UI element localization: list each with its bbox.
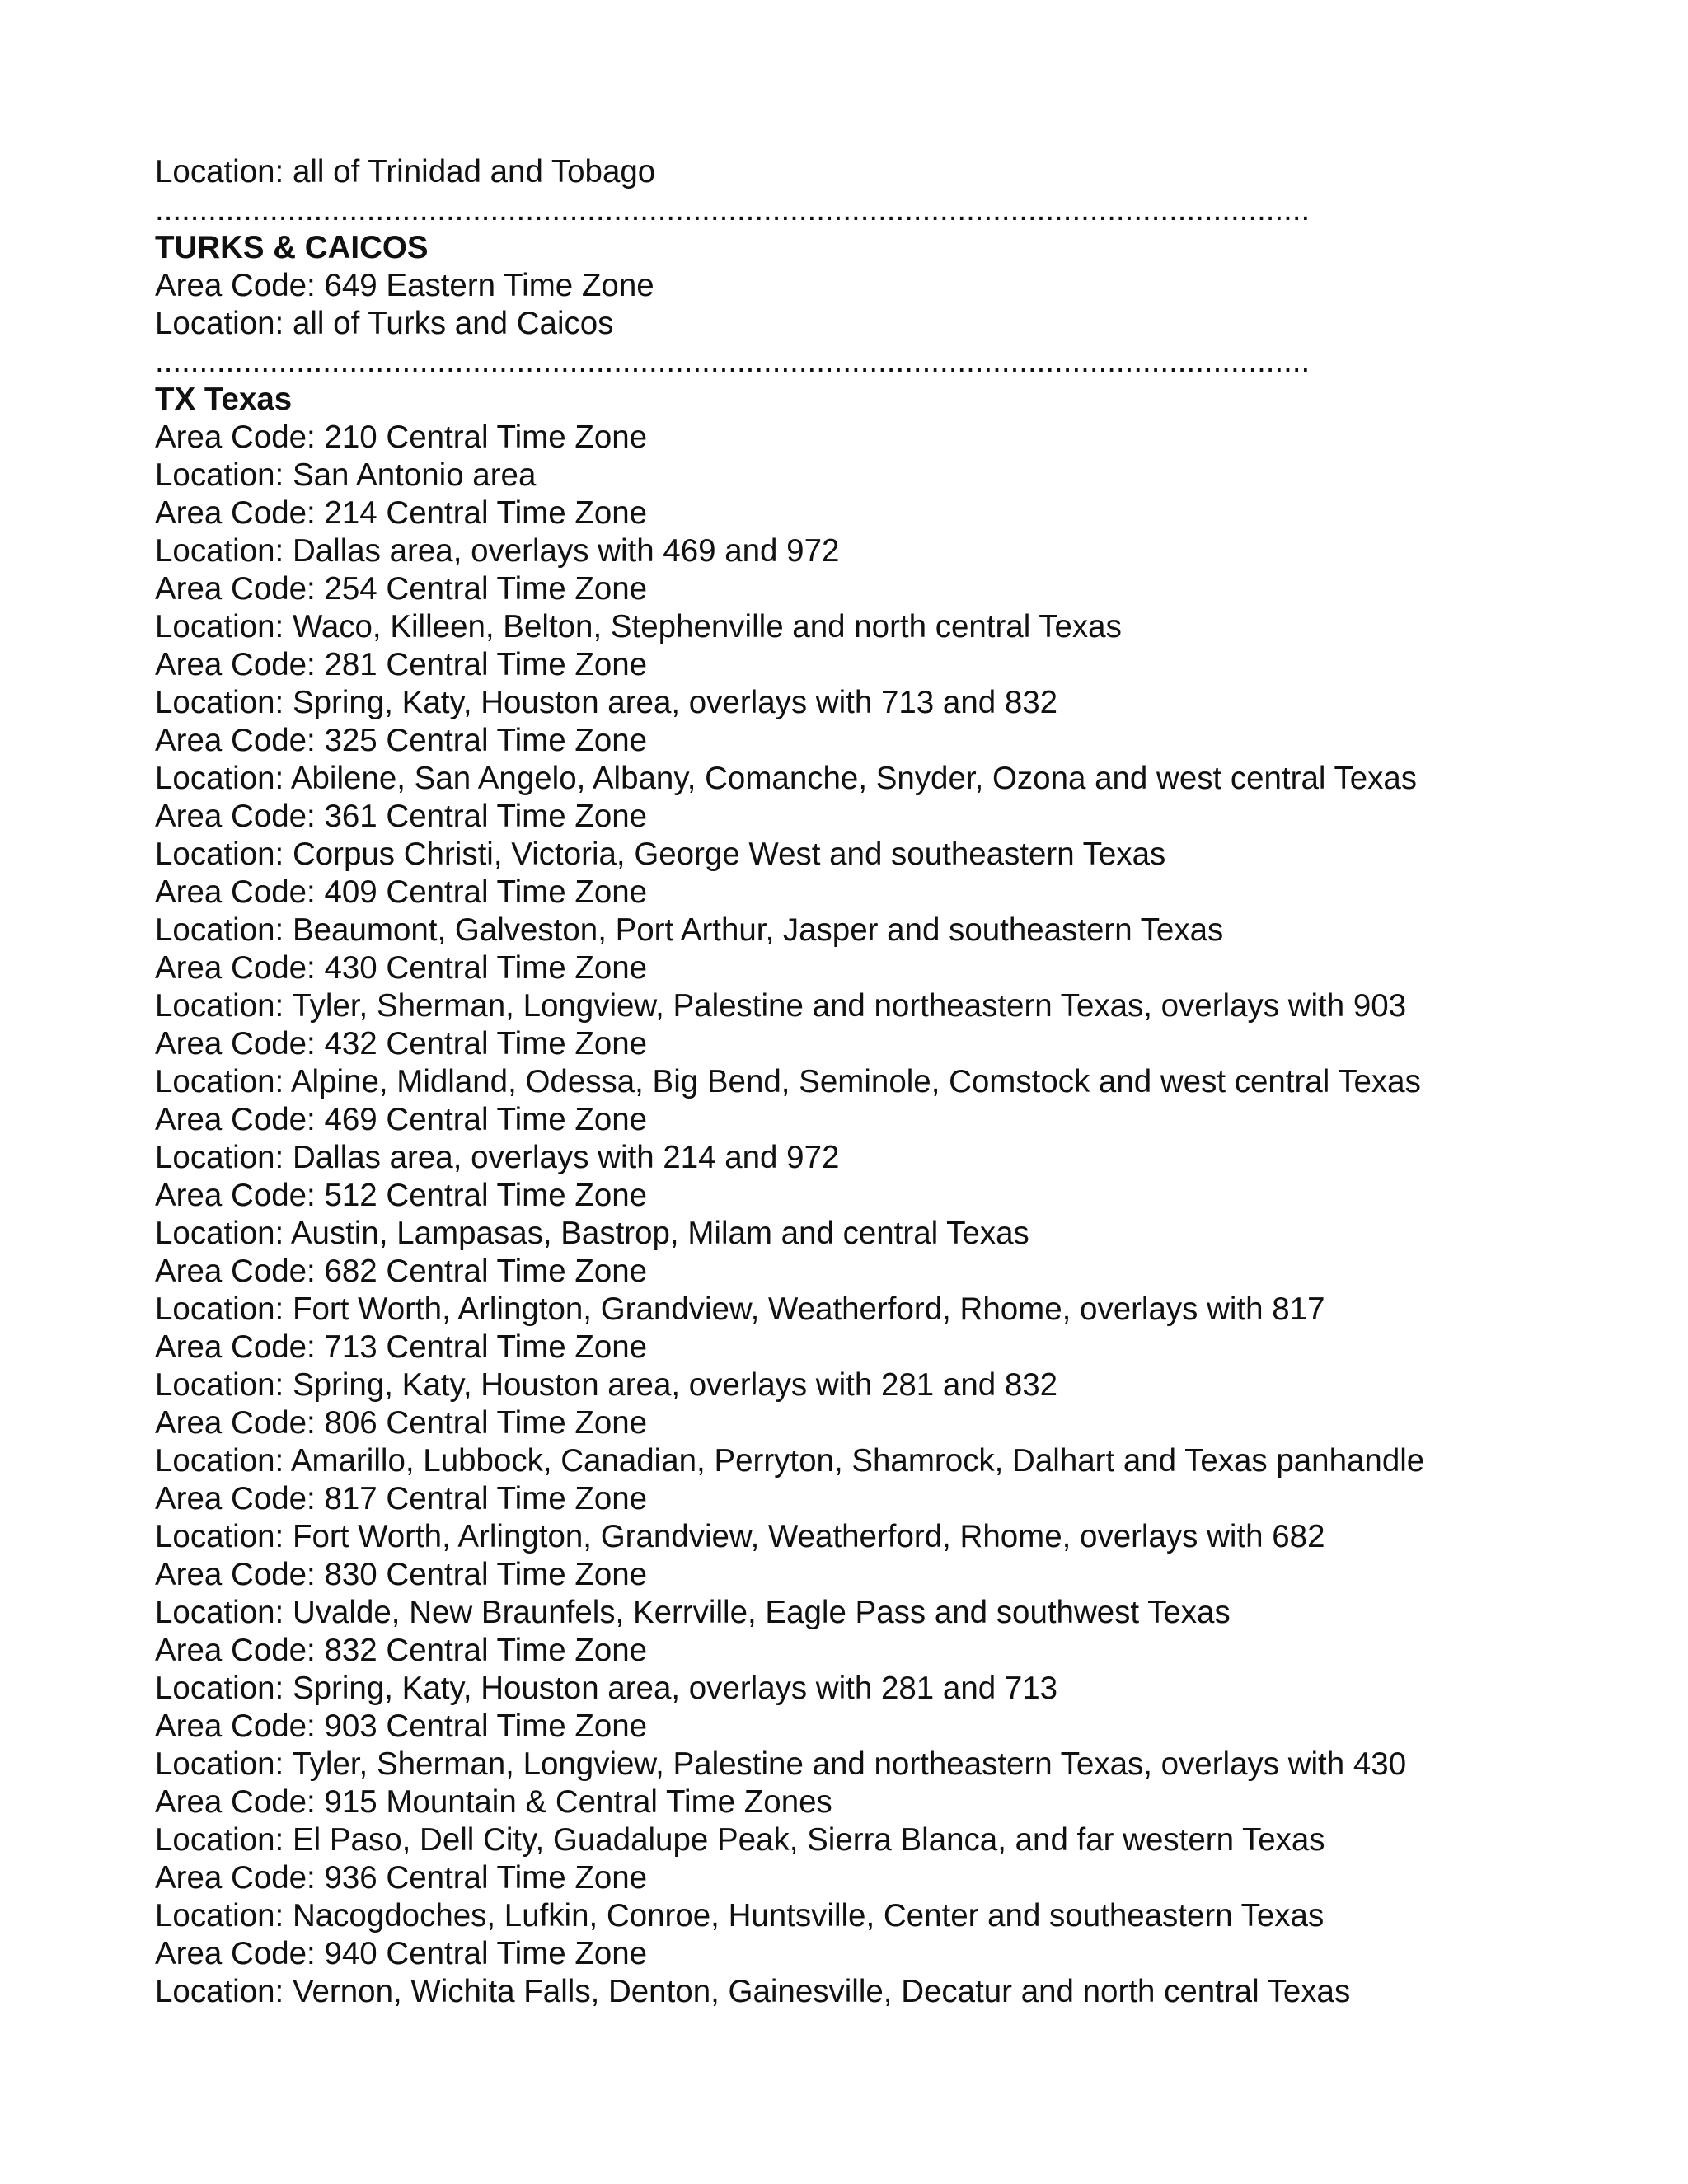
area-code-line: Area Code: 682 Central Time Zone [155, 1254, 648, 1289]
location-line: Location: Abilene, San Angelo, Albany, Comanche, Snyder, Ozona and west central Texas [155, 761, 1418, 796]
location-line: Location: Dallas area, overlays with 469 and 972 [155, 533, 840, 569]
area-code-line: Area Code: 214 Central Time Zone [155, 495, 648, 531]
location-line: Location: all of Trinidad and Tobago [155, 154, 656, 190]
area-code-line: Area Code: 713 Central Time Zone [155, 1329, 648, 1365]
location-line: Location: Uvalde, New Braunfels, Kerrville, Eagle Pass and southwest Texas [155, 1595, 1231, 1630]
area-code-line: Area Code: 430 Central Time Zone [155, 950, 648, 986]
location-line: Location: Vernon, Wichita Falls, Denton, Gainesville, Decatur and north central Texas [155, 1974, 1351, 2009]
area-code-line: Area Code: 649 Eastern Time Zone [155, 268, 654, 303]
location-line: Location: El Paso, Dell City, Guadalupe Peak, Sierra Blanca, and far western Texas [155, 1822, 1325, 1858]
dotted-separator: ................................................................................................................................... [155, 192, 1311, 227]
location-line: Location: Tyler, Sherman, Longview, Palestine and northeastern Texas, overlays with 430 [155, 1746, 1407, 1782]
area-code-line: Area Code: 936 Central Time Zone [155, 1860, 648, 1896]
area-code-line: Area Code: 832 Central Time Zone [155, 1633, 648, 1668]
location-line: Location: Austin, Lampasas, Bastrop, Milam and central Texas [155, 1216, 1029, 1251]
area-code-line: Area Code: 210 Central Time Zone [155, 419, 648, 455]
area-code-line: Area Code: 903 Central Time Zone [155, 1708, 648, 1744]
area-code-line: Area Code: 940 Central Time Zone [155, 1936, 648, 1971]
area-code-line: Area Code: 325 Central Time Zone [155, 723, 648, 758]
location-line: Location: Amarillo, Lubbock, Canadian, Perryton, Shamrock, Dalhart and Texas panhandle [155, 1443, 1425, 1479]
location-line: Location: Waco, Killeen, Belton, Stephenville and north central Texas [155, 609, 1122, 644]
section-heading: TURKS & CAICOS [155, 230, 429, 265]
location-line: Location: Nacogdoches, Lufkin, Conroe, Huntsville, Center and southeastern Texas [155, 1898, 1325, 1933]
location-line: Location: Spring, Katy, Houston area, overlays with 713 and 832 [155, 685, 1058, 720]
location-line: Location: Corpus Christi, Victoria, George West and southeastern Texas [155, 837, 1166, 872]
section-texas [155, 381, 1556, 2011]
area-code-line: Area Code: 817 Central Time Zone [155, 1481, 648, 1516]
area-code-line: Area Code: 469 Central Time Zone [155, 1102, 648, 1137]
area-code-line: Area Code: 830 Central Time Zone [155, 1557, 648, 1592]
area-code-line: Area Code: 512 Central Time Zone [155, 1178, 648, 1213]
section-heading: TX Texas [155, 382, 293, 417]
area-code-line: Area Code: 281 Central Time Zone [155, 647, 648, 682]
document-page [155, 153, 1556, 2011]
location-line: Location: Fort Worth, Arlington, Grandview, Weatherford, Rhome, overlays with 817 [155, 1291, 1325, 1327]
location-line: Location: all of Turks and Caicos [155, 306, 614, 341]
location-line: Location: Beaumont, Galveston, Port Arthur, Jasper and southeastern Texas [155, 912, 1224, 948]
location-line: Location: Spring, Katy, Houston area, overlays with 281 and 832 [155, 1367, 1058, 1403]
location-line: Location: Spring, Katy, Houston area, overlays with 281 and 713 [155, 1671, 1058, 1706]
location-line: Location: Tyler, Sherman, Longview, Palestine and northeastern Texas, overlays with 903 [155, 988, 1407, 1024]
area-code-line: Area Code: 409 Central Time Zone [155, 874, 648, 910]
dotted-separator: ................................................................................................................................... [155, 344, 1311, 379]
location-line: Location: Dallas area, overlays with 214 and 972 [155, 1140, 840, 1175]
area-code-line: Area Code: 806 Central Time Zone [155, 1405, 648, 1441]
section-turks-caicos [155, 229, 1556, 343]
area-code-line: Area Code: 432 Central Time Zone [155, 1026, 648, 1062]
area-code-line: Area Code: 915 Mountain & Central Time Zones [155, 1784, 832, 1820]
location-line: Location: Alpine, Midland, Odessa, Big Bend, Seminole, Comstock and west central Texas [155, 1064, 1421, 1099]
area-code-line: Area Code: 361 Central Time Zone [155, 799, 648, 834]
location-line: Location: San Antonio area [155, 457, 537, 493]
location-line: Location: Fort Worth, Arlington, Grandview, Weatherford, Rhome, overlays with 682 [155, 1519, 1325, 1554]
area-code-line: Area Code: 254 Central Time Zone [155, 571, 648, 607]
